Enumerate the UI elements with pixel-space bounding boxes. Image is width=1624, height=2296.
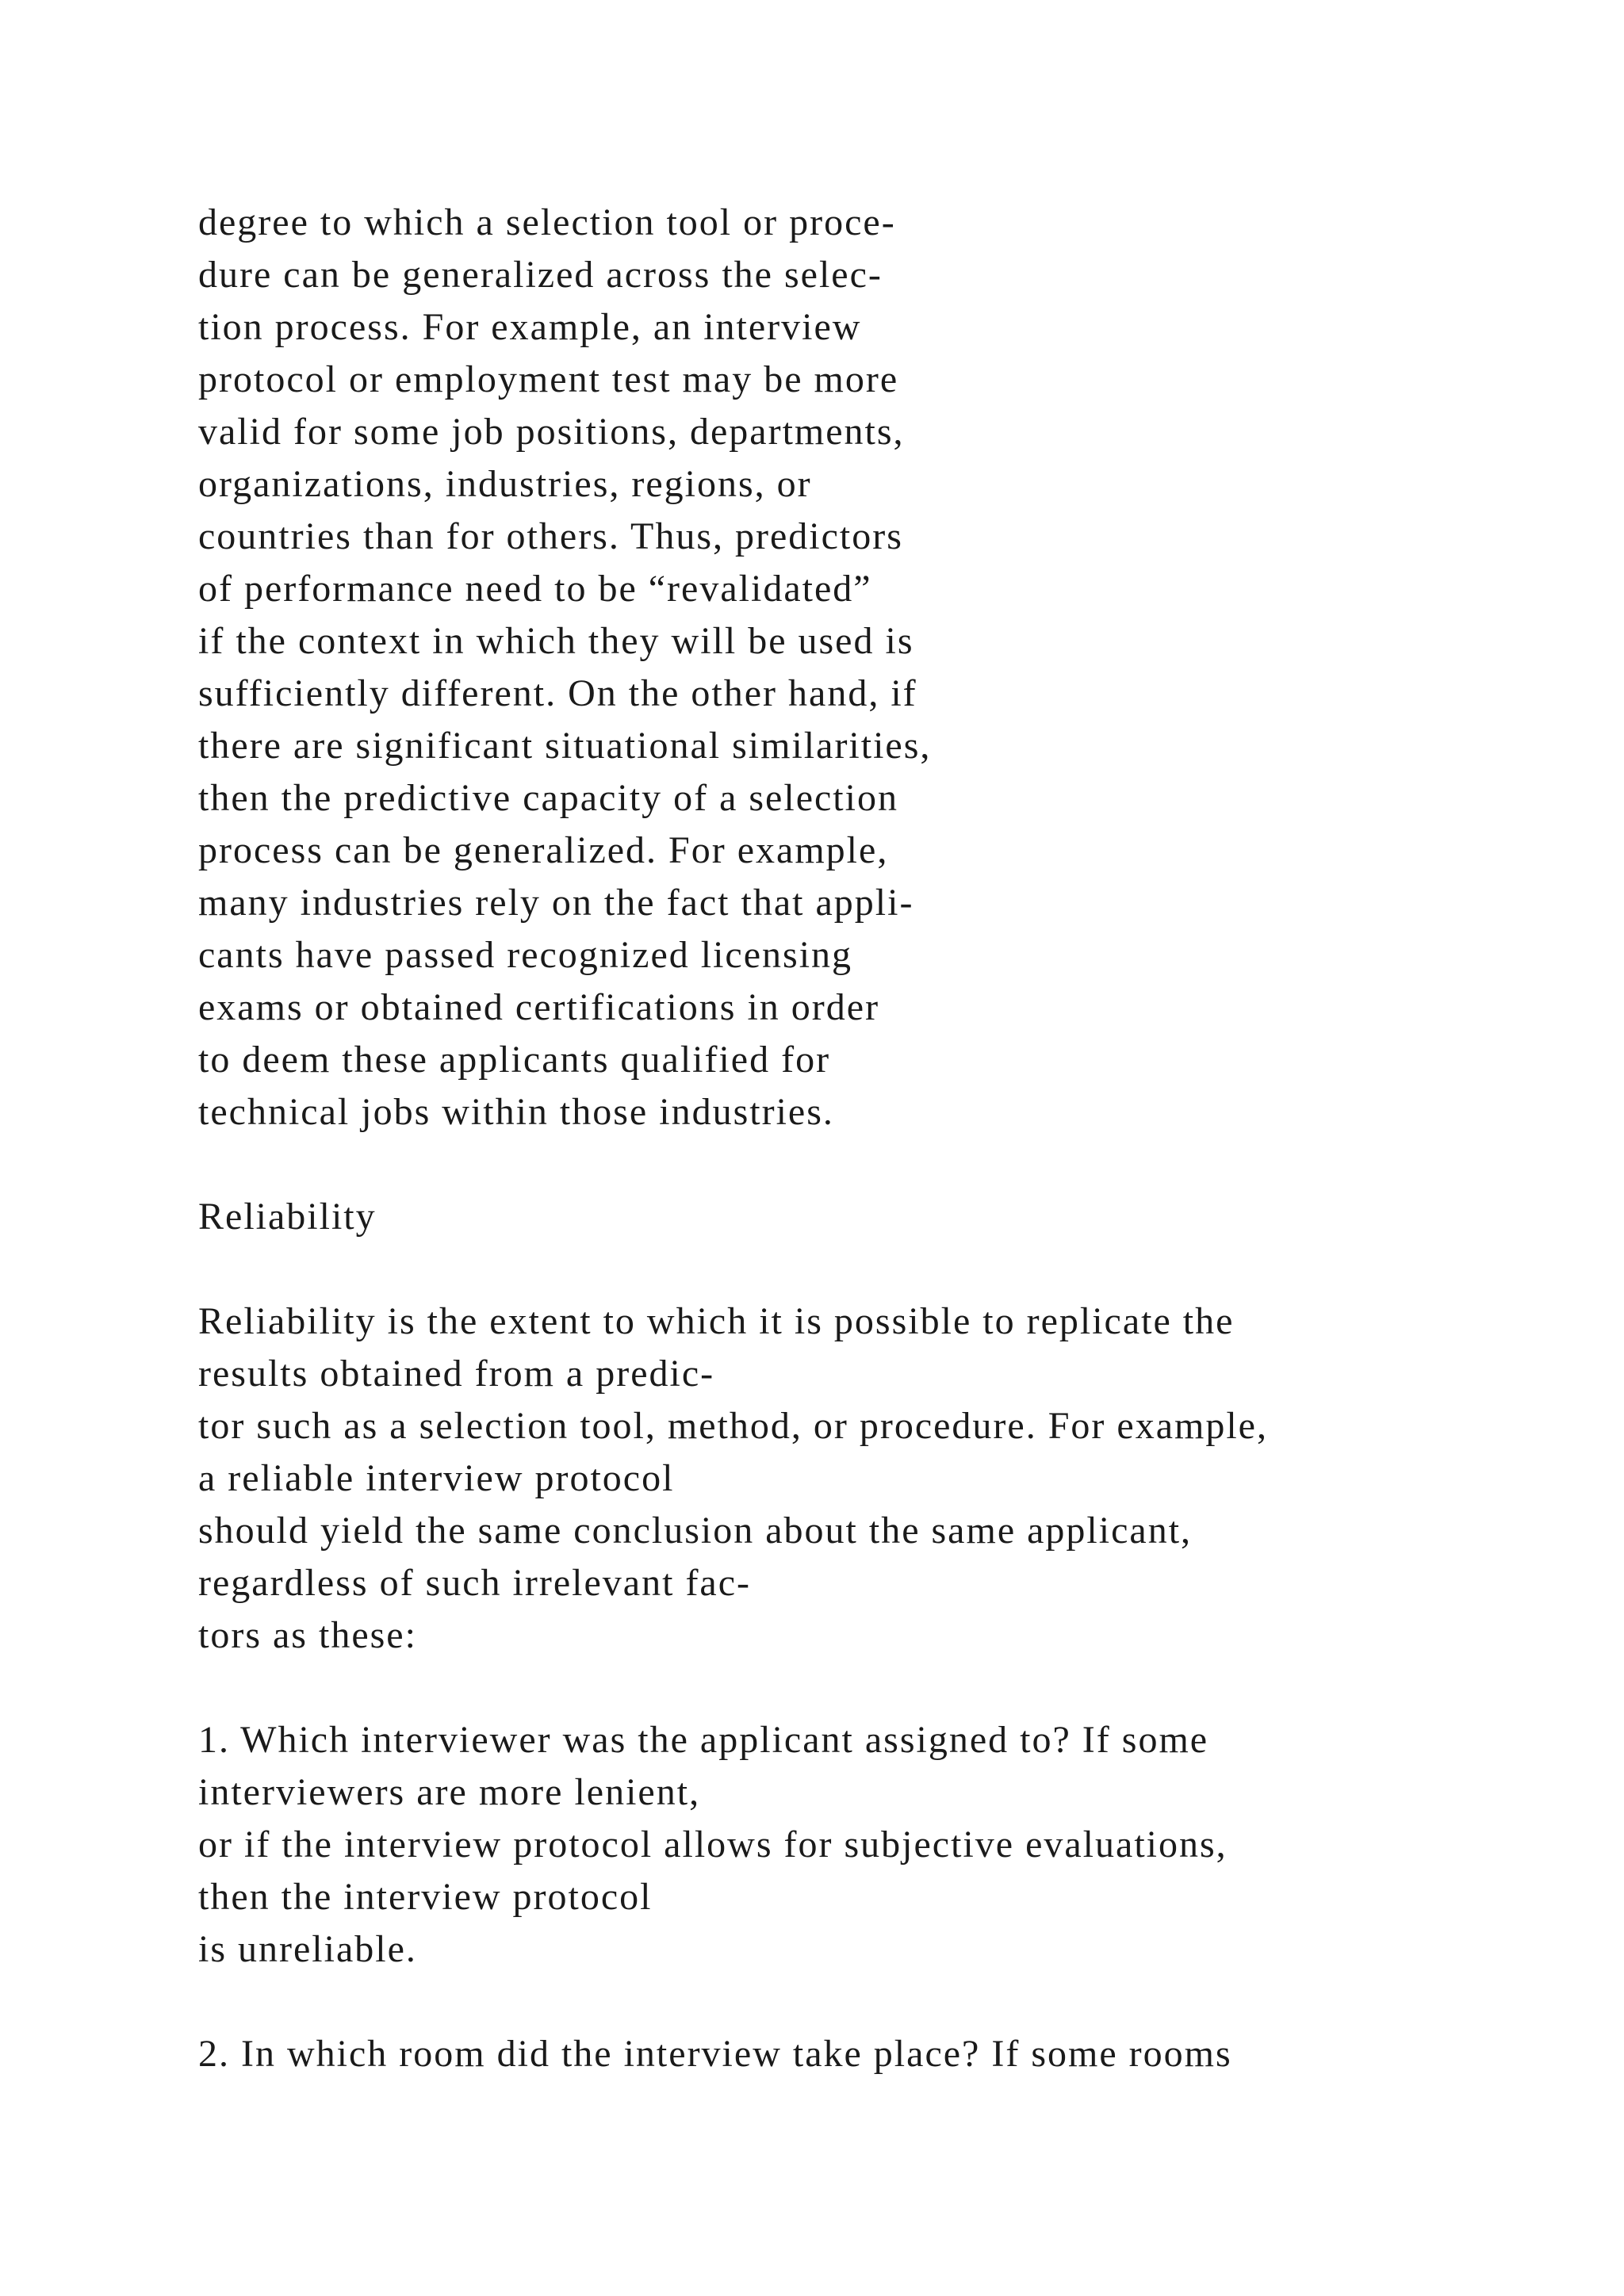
paragraph-line: tors as these:: [198, 1614, 417, 1656]
paragraph-line: there are significant situational similarities,: [198, 725, 932, 767]
paragraph-line: tion process. For example, an interview: [198, 306, 862, 348]
paragraph-line: countries than for others. Thus, predictors: [198, 515, 903, 557]
list-item-line: then the interview protocol: [198, 1876, 653, 1918]
list-item-line: is unreliable.: [198, 1928, 417, 1970]
paragraph-line: sufficiently different. On the other hand, if: [198, 672, 917, 714]
paragraph-line: of performance need to be “revalidated”: [198, 568, 872, 610]
paragraph-line: regardless of such irrelevant fac-: [198, 1562, 752, 1604]
paragraph-line: tor such as a selection tool, method, or procedure. For example,: [198, 1405, 1268, 1447]
paragraph-line: valid for some job positions, departments,: [198, 411, 905, 453]
list-item-line: interviewers are more lenient,: [198, 1771, 701, 1813]
paragraph-line: degree to which a selection tool or proce-: [198, 201, 896, 243]
paragraph-line: should yield the same conclusion about the same applicant,: [198, 1510, 1193, 1552]
paragraph-line: dure can be generalized across the selec-: [198, 254, 883, 296]
list-item-line: 2. In which room did the interview take place? If some rooms: [198, 2033, 1232, 2075]
list-item-line: or if the interview protocol allows for subjective evaluations,: [198, 1823, 1228, 1866]
paragraph-line: to deem these applicants qualified for: [198, 1039, 831, 1081]
section-heading: Reliability: [198, 1196, 377, 1238]
paragraph-line: Reliability is the extent to which it is possible to replicate the: [198, 1300, 1235, 1342]
paragraph-line: exams or obtained certifications in order: [198, 986, 880, 1028]
list-item-line: 1. Which interviewer was the applicant assigned to? If some: [198, 1719, 1209, 1761]
paragraph-line: many industries rely on the fact that appli-: [198, 882, 914, 924]
paragraph-line: a reliable interview protocol: [198, 1457, 675, 1499]
paragraph-line: process can be generalized. For example,: [198, 829, 889, 871]
paragraph-line: results obtained from a predic-: [198, 1353, 715, 1395]
paragraph-line: organizations, industries, regions, or: [198, 463, 812, 505]
paragraph-line: protocol or employment test may be more: [198, 358, 899, 400]
paragraph-line: if the context in which they will be used is: [198, 620, 914, 662]
paragraph-line: then the predictive capacity of a selection: [198, 777, 898, 819]
paragraph-line: technical jobs within those industries.: [198, 1091, 834, 1133]
paragraph-line: cants have passed recognized licensing: [198, 934, 853, 976]
